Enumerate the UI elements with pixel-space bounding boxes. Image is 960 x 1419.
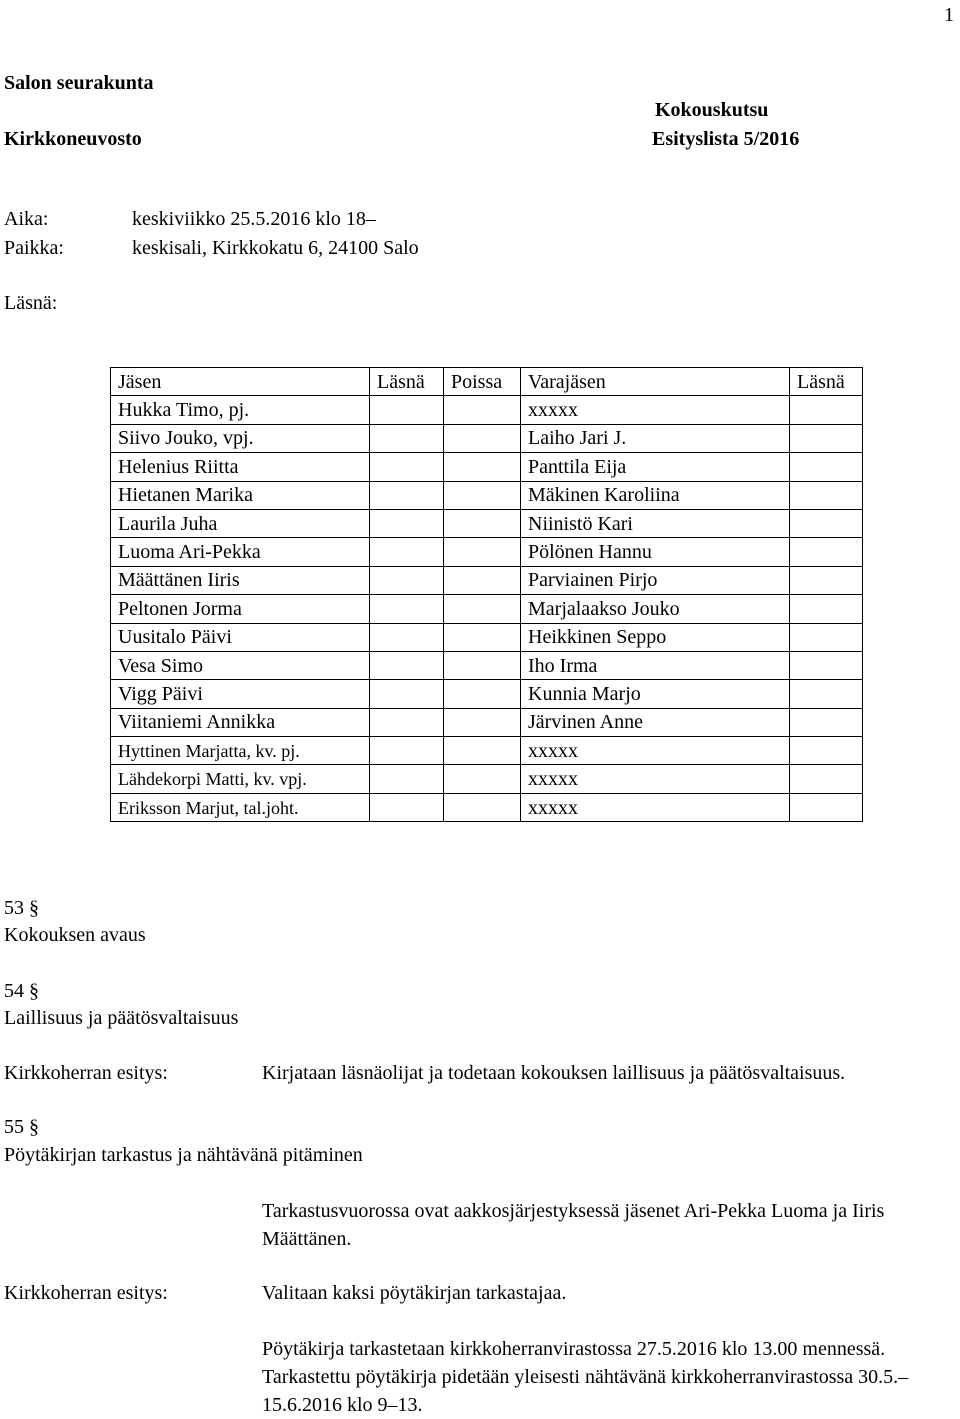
deputy-name: Marjalaakso Jouko	[521, 595, 790, 623]
deputy-present-cell	[790, 793, 863, 821]
deputy-name: Laiho Jari J.	[521, 424, 790, 452]
member-name: Vesa Simo	[111, 651, 370, 679]
member-present-cell	[370, 623, 444, 651]
council-name: Kirkkoneuvosto	[4, 128, 142, 150]
section-54-proposal-label: Kirkkoherran esitys:	[4, 1062, 168, 1084]
deputy-present-cell	[790, 538, 863, 566]
member-name: Uusitalo Päivi	[111, 623, 370, 651]
header-deputy-present: Läsnä	[790, 368, 863, 396]
attendance-row	[111, 453, 863, 481]
present-label: Läsnä:	[4, 292, 58, 314]
attendance-row	[111, 595, 863, 623]
member-name: Luoma Ari-Pekka	[111, 538, 370, 566]
deputy-name: Mäkinen Karoliina	[521, 481, 790, 509]
member-name: Laurila Juha	[111, 509, 370, 537]
member-absent-cell	[444, 509, 521, 537]
section-54-number: 54 §	[4, 980, 39, 1002]
section-54-title: Laillisuus ja päätösvaltaisuus	[4, 1007, 239, 1029]
deputy-present-cell	[790, 481, 863, 509]
deputy-present-cell	[790, 651, 863, 679]
deputy-present-cell	[790, 595, 863, 623]
deputy-name: Heikkinen Seppo	[521, 623, 790, 651]
page-number: 1	[944, 4, 954, 26]
member-absent-cell	[444, 737, 521, 765]
member-absent-cell	[444, 623, 521, 651]
deputy-present-cell	[790, 509, 863, 537]
member-present-cell	[370, 566, 444, 594]
member-name: Lähdekorpi Matti, kv. vpj.	[111, 765, 370, 793]
attendance-header-row	[111, 368, 863, 396]
deputy-name: Pölönen Hannu	[521, 538, 790, 566]
member-present-cell	[370, 708, 444, 736]
attendance-row	[111, 509, 863, 537]
deputy-name: xxxxx	[521, 737, 790, 765]
document-type: Kokouskutsu	[655, 99, 769, 121]
header-member: Jäsen	[111, 368, 370, 396]
member-name: Määttänen Iiris	[111, 566, 370, 594]
deputy-present-cell	[790, 680, 863, 708]
deputy-name: Kunnia Marjo	[521, 680, 790, 708]
member-present-cell	[370, 793, 444, 821]
attendance-row	[111, 680, 863, 708]
member-absent-cell	[444, 595, 521, 623]
attendance-row	[111, 651, 863, 679]
attendance-table	[110, 367, 863, 822]
member-present-cell	[370, 595, 444, 623]
section-55-title: Pöytäkirjan tarkastus ja nähtävänä pitäminen	[4, 1144, 363, 1166]
time-value: keskiviikko 25.5.2016 klo 18–	[132, 208, 376, 230]
section-sign-icon: §	[29, 1116, 39, 1138]
attendance-row	[111, 538, 863, 566]
deputy-present-cell	[790, 737, 863, 765]
section-55-number: 55 §	[4, 1116, 39, 1138]
deputy-name: Niinistö Kari	[521, 509, 790, 537]
place-label: Paikka:	[4, 237, 64, 259]
member-present-cell	[370, 680, 444, 708]
section-55-proposal-label: Kirkkoherran esitys:	[4, 1282, 168, 1304]
deputy-present-cell	[790, 708, 863, 736]
section-54-proposal-text: Kirjataan läsnäolijat ja todetaan kokouksen laillisuus ja päätösvaltaisuus.	[262, 1062, 846, 1084]
time-label: Aika:	[4, 208, 49, 230]
attendance-row	[111, 481, 863, 509]
attendance-row	[111, 566, 863, 594]
deputy-name: xxxxx	[521, 765, 790, 793]
header-present: Läsnä	[370, 368, 444, 396]
deputy-name: Parviainen Pirjo	[521, 566, 790, 594]
member-absent-cell	[444, 481, 521, 509]
member-present-cell	[370, 453, 444, 481]
deputy-name: xxxxx	[521, 793, 790, 821]
header-deputy: Varajäsen	[521, 368, 790, 396]
member-absent-cell	[444, 793, 521, 821]
member-absent-cell	[444, 566, 521, 594]
section-53-title: Kokouksen avaus	[4, 924, 146, 946]
member-name: Eriksson Marjut, tal.joht.	[111, 793, 370, 821]
section-sign-icon: §	[29, 897, 39, 919]
member-name: Vigg Päivi	[111, 680, 370, 708]
member-absent-cell	[444, 765, 521, 793]
member-present-cell	[370, 538, 444, 566]
deputy-present-cell	[790, 453, 863, 481]
member-present-cell	[370, 765, 444, 793]
parish-name: Salon seurakunta	[4, 72, 154, 94]
attendance-row	[111, 708, 863, 736]
section-55-paragraph-3: Pöytäkirja tarkastetaan kirkkoherranvirastossa 27.5.2016 klo 13.00 mennessä. Tarkastettu pöytäkirja pidetään yleisesti nähtävänä kirkkoherranvirastossa 30.5.– 15.6.2016 klo 9–13.	[262, 1338, 909, 1416]
deputy-present-cell	[790, 566, 863, 594]
member-present-cell	[370, 396, 444, 424]
attendance-row	[111, 793, 863, 821]
section-55-paragraph-1: Tarkastusvuorossa ovat aakkosjärjestyksessä jäsenet Ari-Pekka Luoma ja Iiris Määttänen.	[262, 1200, 885, 1250]
attendance-row	[111, 765, 863, 793]
member-present-cell	[370, 481, 444, 509]
member-name: Hukka Timo, pj.	[111, 396, 370, 424]
member-absent-cell	[444, 453, 521, 481]
deputy-present-cell	[790, 623, 863, 651]
member-absent-cell	[444, 680, 521, 708]
deputy-name: Panttila Eija	[521, 453, 790, 481]
deputy-present-cell	[790, 424, 863, 452]
member-present-cell	[370, 651, 444, 679]
deputy-present-cell	[790, 765, 863, 793]
member-absent-cell	[444, 424, 521, 452]
member-name: Siivo Jouko, vpj.	[111, 424, 370, 452]
section-53-number: 53 §	[4, 897, 39, 919]
member-absent-cell	[444, 651, 521, 679]
member-absent-cell	[444, 708, 521, 736]
deputy-name: Järvinen Anne	[521, 708, 790, 736]
attendance-row	[111, 623, 863, 651]
attendance-row	[111, 737, 863, 765]
header-absent: Poissa	[444, 368, 521, 396]
deputy-present-cell	[790, 396, 863, 424]
deputy-name: Iho Irma	[521, 651, 790, 679]
member-absent-cell	[444, 538, 521, 566]
member-absent-cell	[444, 396, 521, 424]
member-name: Helenius Riitta	[111, 453, 370, 481]
place-value: keskisali, Kirkkokatu 6, 24100 Salo	[132, 237, 419, 259]
member-name: Viitaniemi Annikka	[111, 708, 370, 736]
attendance-row	[111, 424, 863, 452]
attendance-row	[111, 396, 863, 424]
member-name: Peltonen Jorma	[111, 595, 370, 623]
section-55-proposal-text: Valitaan kaksi pöytäkirjan tarkastajaa.	[262, 1282, 567, 1304]
section-sign-icon: §	[29, 980, 39, 1002]
deputy-name: xxxxx	[521, 396, 790, 424]
member-name: Hyttinen Marjatta, kv. pj.	[111, 737, 370, 765]
member-present-cell	[370, 424, 444, 452]
member-present-cell	[370, 737, 444, 765]
agenda-number: Esityslista 5/2016	[652, 128, 800, 150]
member-name: Hietanen Marika	[111, 481, 370, 509]
member-present-cell	[370, 509, 444, 537]
